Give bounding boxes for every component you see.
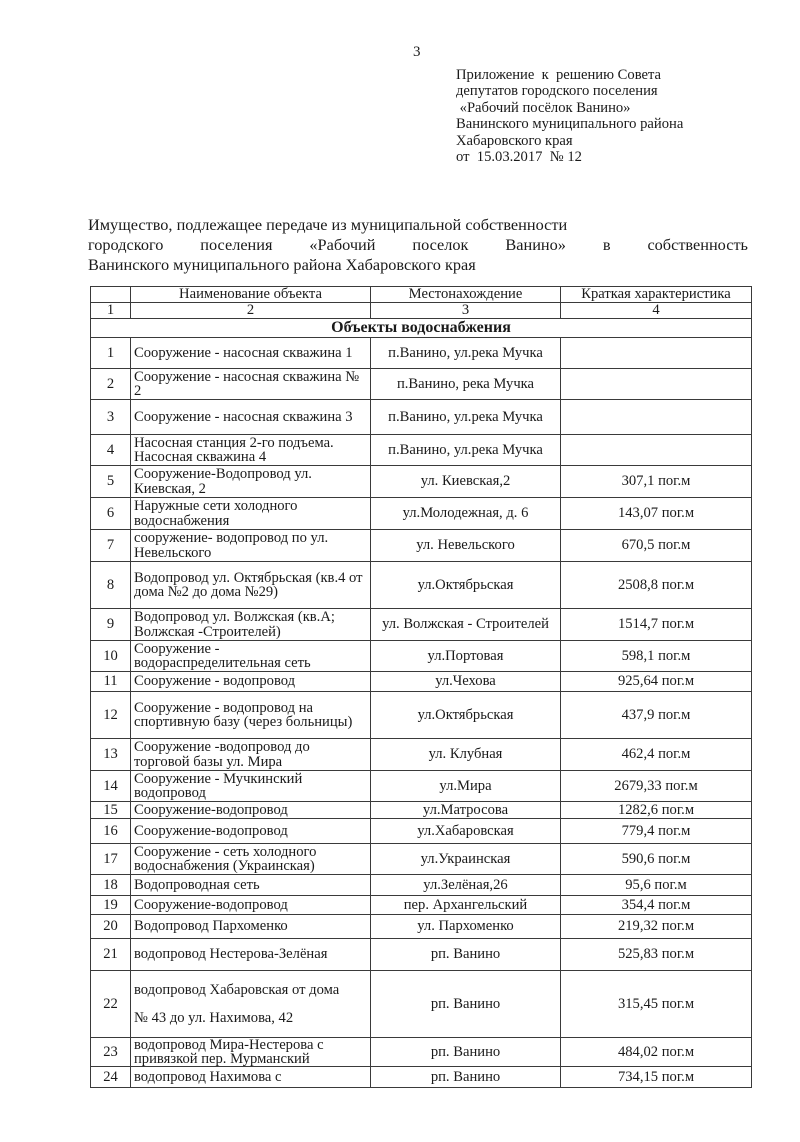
header-cell-characteristic: Краткая характеристика [561,287,752,303]
characteristic-cell: 598,1 пог.м [561,641,752,672]
table-row [91,771,752,802]
object-name-cell: Сооружение-водопровод [131,896,371,915]
title-line-3: Ванинского муниципального района Хабаровского края [88,255,476,274]
table-row [91,338,752,369]
section-header-row [91,319,752,338]
location-cell: ул.Мира [371,771,561,802]
characteristic-cell: 437,9 пог.м [561,692,752,739]
page-number: 3 [413,44,421,60]
object-name-cell: Сооружение -водопровод до торговой базы ул. Мира [131,739,371,771]
object-name-cell: Водопровод ул. Волжская (кв.А; Волжская -Строителей) [131,609,371,641]
location-cell: пер. Архангельский [371,896,561,915]
object-name-cell: Сооружение - водопровод [131,672,371,692]
title-word: в [602,235,611,254]
characteristic-cell: 1282,6 пог.м [561,802,752,819]
table-row [91,819,752,844]
location-cell: ул. Киевская,2 [371,466,561,498]
row-number-cell: 9 [91,609,131,641]
table-row [91,1067,752,1088]
location-cell: п.Ванино, ул.река Мучка [371,400,561,435]
characteristic-cell [561,435,752,466]
table-row [91,530,752,562]
characteristic-cell: 525,83 пог.м [561,939,752,971]
characteristic-cell: 590,6 пог.м [561,844,752,875]
row-number-cell: 18 [91,875,131,896]
title-word: городского [88,235,164,254]
location-cell: рп. Ванино [371,939,561,971]
table-row [91,562,752,609]
location-cell: п.Ванино, река Мучка [371,369,561,400]
column-number-row [91,303,752,319]
location-cell: п.Ванино, ул.река Мучка [371,435,561,466]
row-number-cell: 19 [91,896,131,915]
table-header-row [91,287,752,303]
row-number-cell: 14 [91,771,131,802]
title-line-2 [88,235,748,255]
row-number-cell: 23 [91,1038,131,1067]
object-name-cell: Водопроводная сеть [131,875,371,896]
object-name-cell: водопровод Нахимова с [131,1067,371,1088]
characteristic-cell: 779,4 пог.м [561,819,752,844]
characteristic-cell: 2679,33 пог.м [561,771,752,802]
object-name-cell: Наружные сети холодного водоснабжения [131,498,371,530]
object-name-cell: Сооружение - насосная скважина № 2 [131,369,371,400]
column-number: 2 [131,303,371,319]
table-row [91,692,752,739]
line-gap [134,997,367,1011]
location-cell: ул.Украинская [371,844,561,875]
table-row [91,802,752,819]
row-number-cell: 5 [91,466,131,498]
characteristic-cell: 462,4 пог.м [561,739,752,771]
document-title [88,215,748,275]
appendix-header [456,67,683,165]
row-number-cell: 13 [91,739,131,771]
object-name-cell: Насосная станция 2-го подъема. Насосная скважина 4 [131,435,371,466]
characteristic-cell: 315,45 пог.м [561,971,752,1038]
table-row [91,896,752,915]
location-cell: рп. Ванино [371,971,561,1038]
location-cell: п.Ванино, ул.река Мучка [371,338,561,369]
characteristic-cell: 219,32 пог.м [561,915,752,939]
location-cell: ул. Волжская - Строителей [371,609,561,641]
object-name-cell: Сооружение - насосная скважина 3 [131,400,371,435]
table-row [91,971,752,1038]
characteristic-cell: 95,6 пог.м [561,875,752,896]
table-row [91,641,752,672]
object-name-line: № 43 до ул. Нахимова, 42 [134,1010,294,1026]
row-number-cell: 11 [91,672,131,692]
object-name-line: водопровод Хабаровская от дома [134,981,340,998]
appendix-line: «Рабочий посёлок Ванино» [456,99,631,116]
appendix-line: от 15.03.2017 № 12 [456,149,582,166]
characteristic-cell: 2508,8 пог.м [561,562,752,609]
title-word: поселок [412,235,469,254]
characteristic-cell: 484,02 пог.м [561,1038,752,1067]
title-word: «Рабочий [309,235,376,254]
table-row [91,915,752,939]
object-name-cell: Сооружение - Мучкинский водопровод [131,771,371,802]
characteristic-cell: 354,4 пог.м [561,896,752,915]
characteristic-cell: 1514,7 пог.м [561,609,752,641]
appendix-line: депутатов городского поселения [456,83,658,100]
object-name-cell: Сооружение - водопровод на спортивную базу (через больницы) [131,692,371,739]
object-name-cell: водопровод Мира-Нестерова с привязкой пер. Мурманский [131,1038,371,1067]
object-name-cell: Сооружение-Водопровод ул. Киевская, 2 [131,466,371,498]
object-name-cell: Сооружение-водопровод [131,819,371,844]
table-row [91,498,752,530]
location-cell: ул. Пархоменко [371,915,561,939]
row-number-cell: 6 [91,498,131,530]
row-number-cell: 3 [91,400,131,435]
location-cell: ул.Зелёная,26 [371,875,561,896]
header-cell-location: Местонахождение [371,287,561,303]
object-name-cell: Сооружение - водораспределительная сеть [131,641,371,672]
table-row [91,400,752,435]
characteristic-cell: 143,07 пог.м [561,498,752,530]
location-cell: ул.Портовая [371,641,561,672]
title-word: поселения [200,235,273,254]
row-number-cell: 12 [91,692,131,739]
location-cell: рп. Ванино [371,1067,561,1088]
title-line-1: Имущество, подлежащее передаче из муниципальной собственности [88,215,568,234]
appendix-line: Хабаровского края [456,132,573,149]
row-number-cell: 1 [91,338,131,369]
property-table [90,286,752,1088]
characteristic-cell: 734,15 пог.м [561,1067,752,1088]
location-cell: ул.Матросова [371,802,561,819]
title-word: Ванино» [505,235,566,254]
column-number: 4 [561,303,752,319]
row-number-cell: 4 [91,435,131,466]
row-number-cell: 2 [91,369,131,400]
row-number-cell: 8 [91,562,131,609]
appendix-line: Ванинского муниципального района [456,116,684,133]
column-number: 3 [371,303,561,319]
location-cell: рп. Ванино [371,1038,561,1067]
section-title: Объекты водоснабжения [91,319,752,338]
object-name-cell: Сооружение - сеть холодного водоснабжения (Украинская) [131,844,371,875]
row-number-cell: 16 [91,819,131,844]
row-number-cell: 20 [91,915,131,939]
table-row [91,435,752,466]
row-number-cell: 24 [91,1067,131,1088]
header-cell-name: Наименование объекта [131,287,371,303]
table-row [91,875,752,896]
location-cell: ул.Хабаровская [371,819,561,844]
characteristic-cell [561,338,752,369]
row-number-cell: 21 [91,939,131,971]
table-row [91,1038,752,1067]
location-cell: ул. Клубная [371,739,561,771]
row-number-cell: 7 [91,530,131,562]
table-row [91,672,752,692]
characteristic-cell: 307,1 пог.м [561,466,752,498]
table-row [91,466,752,498]
table-row [91,369,752,400]
object-name-cell: Сооружение-водопровод [131,802,371,819]
characteristic-cell [561,400,752,435]
location-cell: ул.Октябрьская [371,692,561,739]
header-cell-number [91,287,131,303]
table-row [91,609,752,641]
object-name-cell: Водопровод ул. Октябрьская (кв.4 от дома №2 до дома №29) [131,562,371,609]
characteristic-cell [561,369,752,400]
row-number-cell: 22 [91,971,131,1038]
object-name-cell [131,971,371,1038]
object-name-cell: сооружение- водопровод по ул. Невельского [131,530,371,562]
column-number: 1 [91,303,131,319]
characteristic-cell: 670,5 пог.м [561,530,752,562]
location-cell: ул.Молодежная, д. 6 [371,498,561,530]
object-name-cell: водопровод Нестерова-Зелёная [131,939,371,971]
location-cell: ул. Невельского [371,530,561,562]
characteristic-cell: 925,64 пог.м [561,672,752,692]
object-name-cell: Сооружение - насосная скважина 1 [131,338,371,369]
row-number-cell: 10 [91,641,131,672]
table-row [91,844,752,875]
location-cell: ул.Октябрьская [371,562,561,609]
appendix-line: Приложение к решению Совета [456,67,662,83]
row-number-cell: 17 [91,844,131,875]
row-number-cell: 15 [91,802,131,819]
object-name-cell: Водопровод Пархоменко [131,915,371,939]
title-word: собственность [647,235,748,254]
location-cell: ул.Чехова [371,672,561,692]
table-row [91,739,752,771]
table-row [91,939,752,971]
